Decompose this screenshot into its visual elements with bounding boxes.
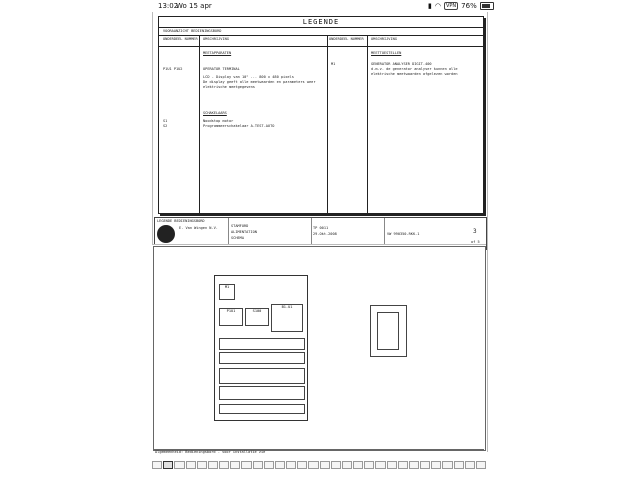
page-thumbnail[interactable] xyxy=(454,461,464,469)
switch-s1-number: S1 xyxy=(163,119,168,123)
page-thumbnail[interactable] xyxy=(275,461,285,469)
section-meters: MEETTOESTELLEN xyxy=(371,51,402,55)
meter-desc: GENERATOR ANALYSER DIGIT.400 xyxy=(371,62,432,66)
page-thumbnail[interactable] xyxy=(442,461,452,469)
cellular-icon: ▮ xyxy=(428,2,432,10)
meter-desc: d.m.v. de generator analyser kunnen alle xyxy=(371,67,458,71)
side-component xyxy=(377,312,399,350)
page-thumbnail[interactable] xyxy=(398,461,408,469)
page-thumbnail[interactable] xyxy=(465,461,475,469)
relay-row xyxy=(219,386,305,400)
page-thumbnail[interactable] xyxy=(197,461,207,469)
page-thumbnail[interactable] xyxy=(353,461,363,469)
page-thumbnail[interactable] xyxy=(253,461,263,469)
status-bar xyxy=(0,0,640,12)
terminal-row xyxy=(219,404,305,414)
wifi-icon: ◠ xyxy=(434,2,441,10)
panel-b1: B1-U1 xyxy=(271,304,303,332)
divider xyxy=(159,35,483,36)
meter-desc: elektrische meetwaarden afgelezen worden xyxy=(371,72,458,76)
page-thumbnail[interactable] xyxy=(431,461,441,469)
page-thumbnail-strip[interactable] xyxy=(152,461,486,469)
page-thumbnail[interactable] xyxy=(308,461,318,469)
cabinet-front xyxy=(214,275,308,421)
status-right-group xyxy=(428,0,494,12)
legend-subtitle: VOORAANZICHT BEDIENINGSBORD xyxy=(163,29,222,33)
tb-company2: E. Van Wingen N.V. xyxy=(179,226,218,230)
page-thumbnail[interactable] xyxy=(264,461,274,469)
meter-m1: M1 xyxy=(219,284,235,300)
tb-type: SCHEMA xyxy=(231,236,244,240)
footer-text: Algemeenheid: Bedieningsbord - voor installatie zie xyxy=(155,450,266,454)
section-switches: SCHAKELAARS xyxy=(203,111,227,115)
tb-company1: LEGENDE BEDIENINGSBORD xyxy=(157,219,205,223)
item-desc: LCD - Display van 10" ... 800 x 480 pixels xyxy=(203,75,294,79)
meter-number: M1 xyxy=(331,62,336,66)
page-thumbnail[interactable] xyxy=(375,461,385,469)
document-page-2[interactable] xyxy=(152,244,486,453)
header-description: OMSCHRIJVING xyxy=(203,37,229,41)
company-logo xyxy=(157,225,175,243)
front-view-drawing xyxy=(153,246,486,451)
drawing-footer xyxy=(153,449,484,454)
page-thumbnail[interactable] xyxy=(208,461,218,469)
relay-row xyxy=(219,368,305,384)
divider xyxy=(159,46,483,47)
legend-title: LEGENDE xyxy=(302,18,340,26)
battery-percent: 76% xyxy=(461,2,477,10)
tb-client: STAMFORD xyxy=(231,224,249,228)
switch-s1-desc: Noodstop motor xyxy=(203,119,234,123)
page-thumbnail[interactable] xyxy=(152,461,162,469)
legend-sheet xyxy=(158,16,484,214)
status-date: Wo 15 apr xyxy=(176,2,212,10)
header-part-number: ONDERDEEL NUMMER xyxy=(163,37,198,41)
page-thumbnail[interactable] xyxy=(420,461,430,469)
panel-p1u1: P1U1 xyxy=(219,308,243,326)
item-title: OPERATOR TERMINAL xyxy=(203,67,240,71)
page-thumbnail[interactable] xyxy=(409,461,419,469)
item-desc: De display geeft alle meetwaarden en parameters weer xyxy=(203,80,316,84)
column-line xyxy=(199,35,200,213)
page-thumbnail[interactable] xyxy=(331,461,341,469)
page-thumbnail[interactable] xyxy=(476,461,486,469)
page-thumbnail[interactable] xyxy=(342,461,352,469)
tb-order-no: VW 990350-RKK-1 xyxy=(387,232,420,236)
page-thumbnail[interactable] xyxy=(241,461,251,469)
page-thumbnail[interactable] xyxy=(364,461,374,469)
terminal-row xyxy=(219,352,305,364)
section-measuring: MEETAPPARATEN xyxy=(203,51,232,55)
page-thumbnail[interactable] xyxy=(320,461,330,469)
battery-icon xyxy=(480,2,494,10)
vpn-badge: VPN xyxy=(445,3,457,9)
item-number: P1U1 P1U2 xyxy=(163,67,183,71)
page-thumbnail[interactable] xyxy=(387,461,397,469)
tb-sheet: 3 xyxy=(473,228,477,235)
switch-s2-number: S2 xyxy=(163,124,168,128)
column-line xyxy=(327,35,328,213)
terminal-row xyxy=(219,338,305,350)
header-part-number-2: ONDERDEEL NUMMER xyxy=(329,37,364,41)
page-thumbnail[interactable] xyxy=(297,461,307,469)
page-thumbnail[interactable] xyxy=(230,461,240,469)
page-thumbnail[interactable] xyxy=(186,461,196,469)
header-description-2: OMSCHRIJVING xyxy=(371,37,397,41)
switch-s2-desc: Programmeerschakelaar A-TEST-AUTO xyxy=(203,124,275,128)
cabinet-side xyxy=(370,305,407,357)
tb-sheet-of: of 5 xyxy=(471,240,480,244)
page-thumbnail[interactable] xyxy=(286,461,296,469)
page-thumbnail[interactable] xyxy=(219,461,229,469)
tb-project: ALIMENTATION xyxy=(231,230,257,234)
divider xyxy=(159,27,483,28)
page-thumbnail[interactable] xyxy=(163,461,173,469)
tb-date: 29-Okt-2008 xyxy=(313,232,337,236)
column-line xyxy=(367,35,368,213)
page-thumbnail[interactable] xyxy=(174,461,184,469)
status-time: 13:02 xyxy=(158,2,179,10)
tb-drawn: TP 0011 xyxy=(313,226,329,230)
item-desc: elektrische meetgegevens xyxy=(203,85,255,89)
panel-s100: S100 xyxy=(245,308,269,326)
